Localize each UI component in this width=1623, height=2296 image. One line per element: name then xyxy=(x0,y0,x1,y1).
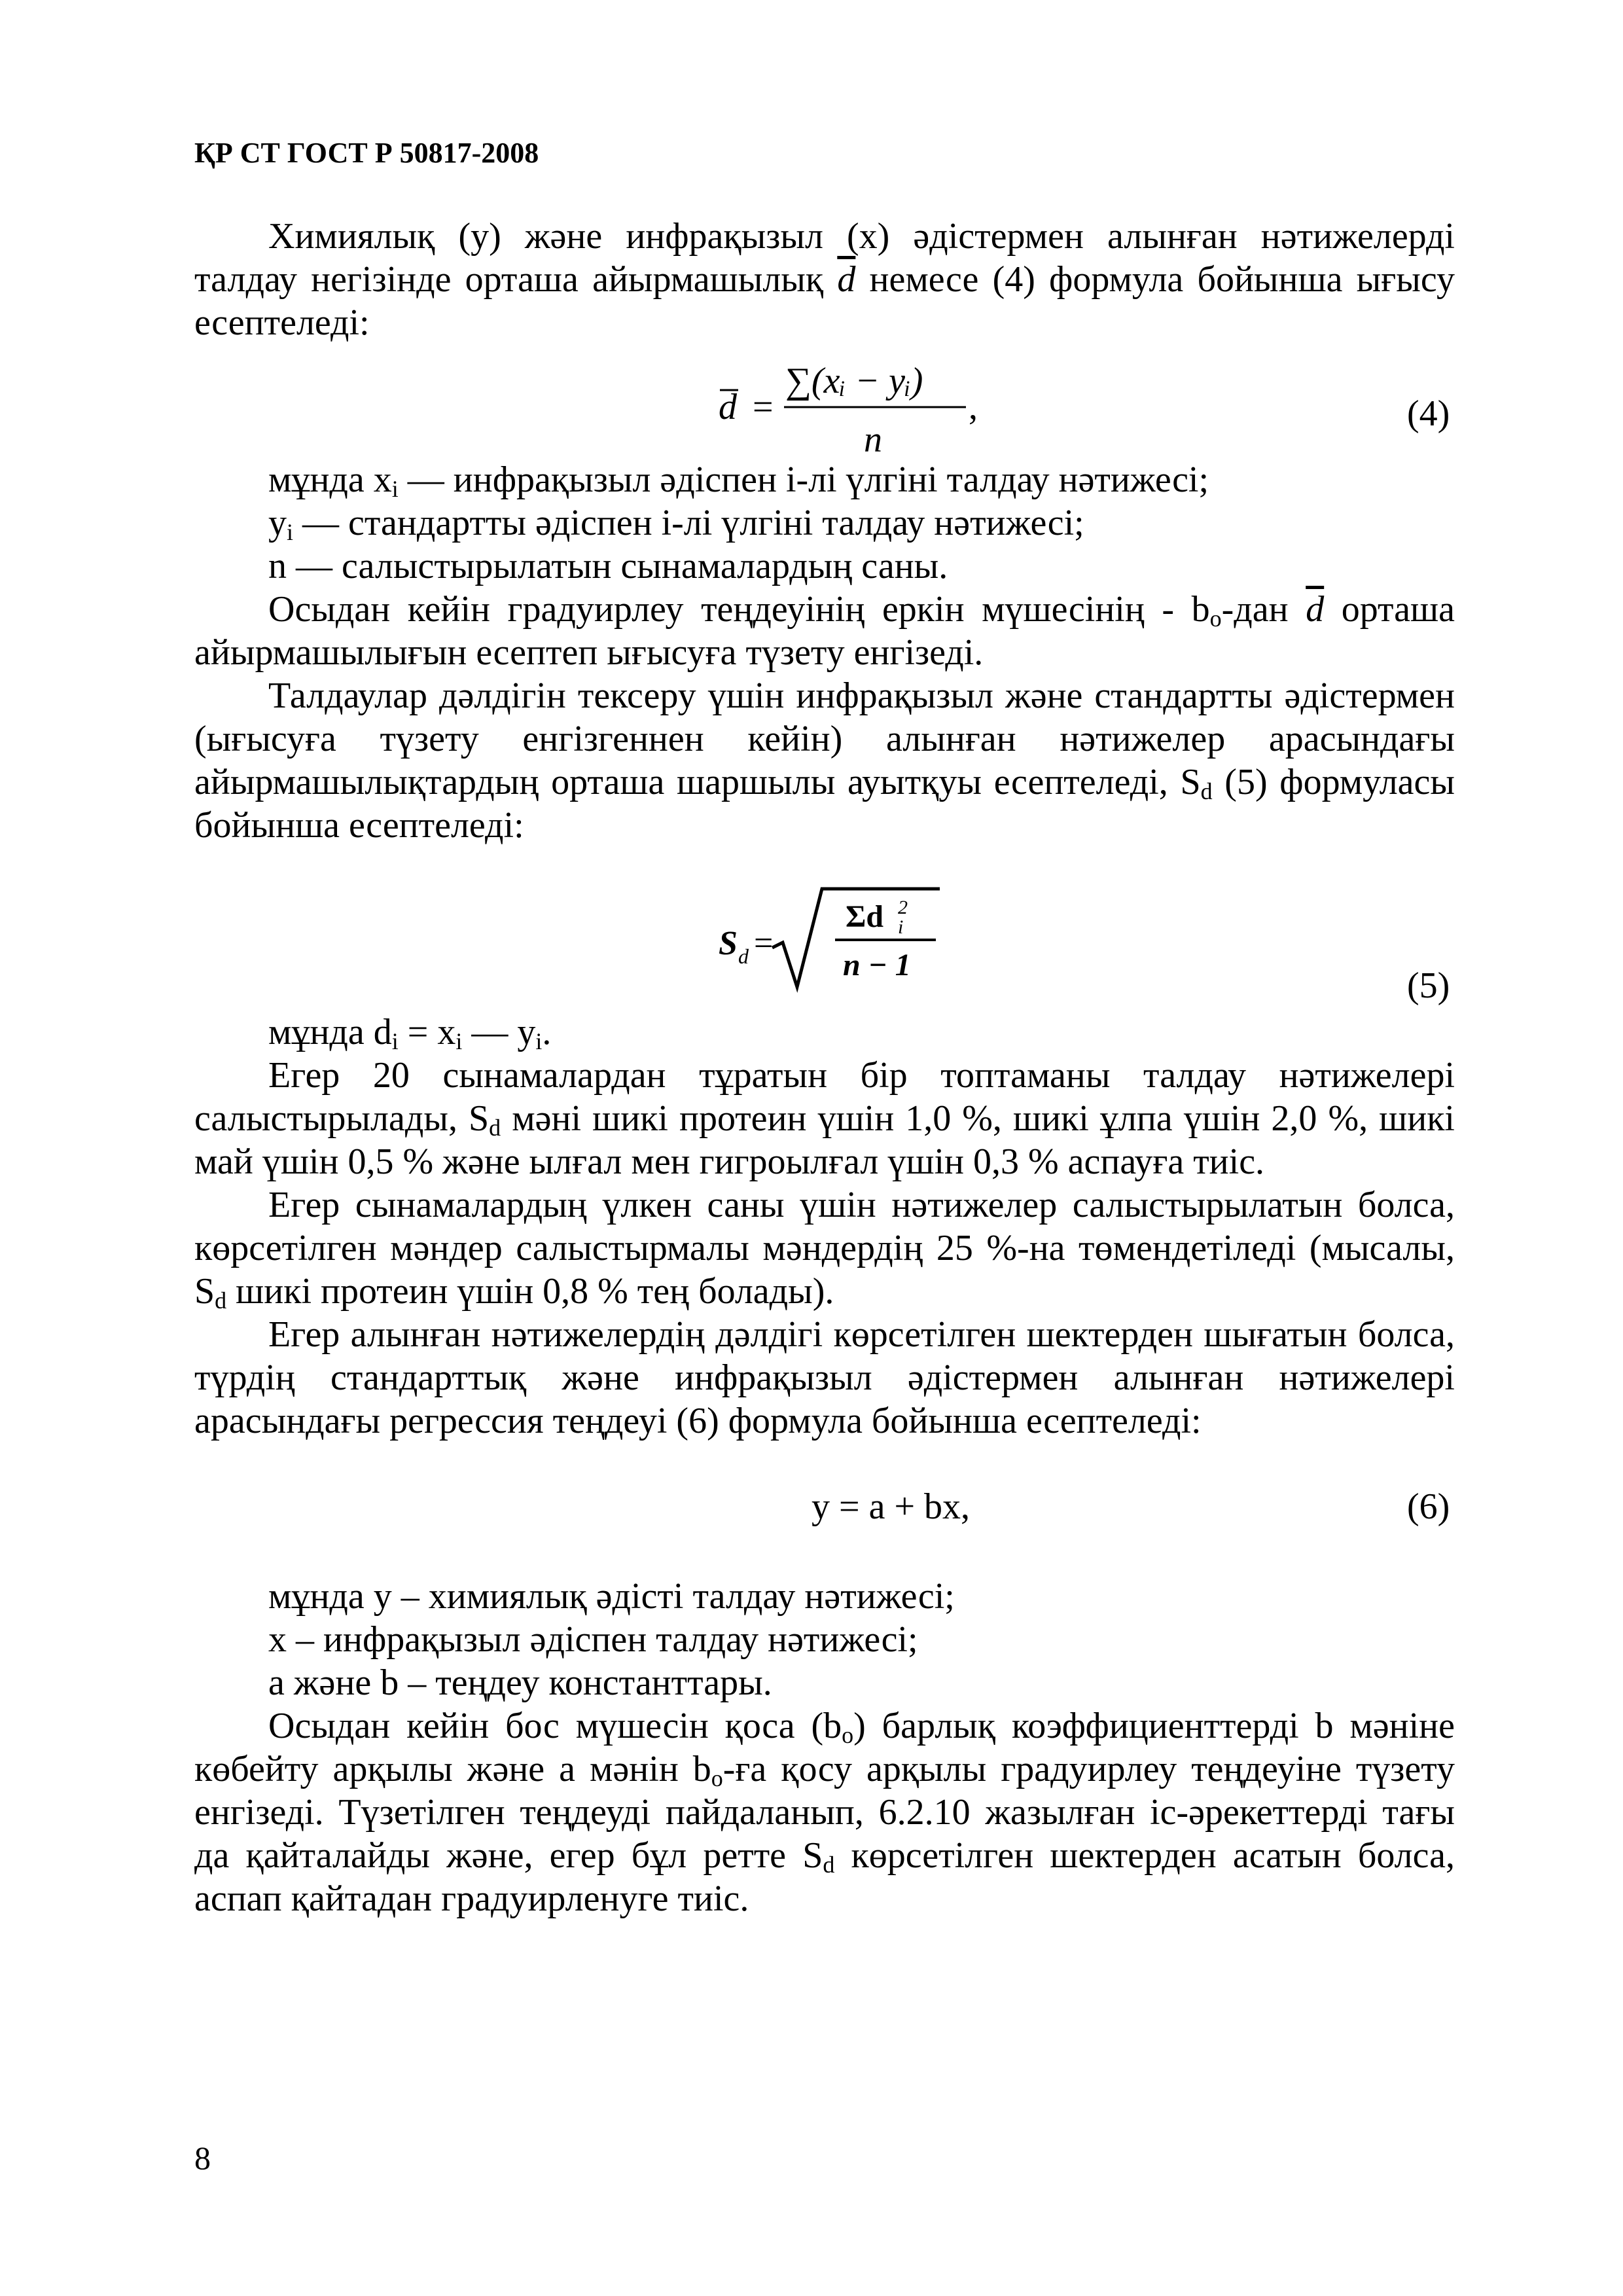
bias-correction-paragraph: Осыдан кейін градуирлеу теңдеуінің еркін мүшесінің - $b_o$-дан $\overline{d}$ орташа айырмашылығын есептеп ығысуға түзету енгізеді. xyxy=(194,589,1455,673)
formula-5-lhs: S xyxy=(719,925,738,962)
equation-number-5: (5) xyxy=(1407,965,1450,1006)
formula-5 xyxy=(707,877,982,1008)
final-text-block xyxy=(194,1575,1455,1920)
regression-paragraph: Егер алынған нәтижелердің дәлдігі көрсетілген шектерден шығатын болса, түрдің стандарттық және инфрақызыл әдістермен алынған нәтижелері арасындағы регрессия теңдеуі (6) формула бойынша есептеледі: xyxy=(194,1314,1455,1441)
accuracy-paragraph: Талдаулар дәлдігін тексеру үшін инфрақызыл және стандартты әдістермен (ығысуға түзету енгізгеннен кейін) алынған нәтижелер арасындағы айырмашылықтардың орташа шаршылы ауытқуы есептеледі, $S_d$ (5) формуласы бойынша есептеледі: xyxy=(194,675,1455,846)
intro-paragraph xyxy=(194,215,1455,344)
definition-x: мұнда $x_i$ — инфрақызыл әдіспен і-лі үлгіні талдау нәтижесі; xyxy=(268,459,1209,502)
definition-d: мұнда $d_i = x_i$ — $y_i$. xyxy=(268,1012,552,1054)
formula-4-denominator: n xyxy=(864,420,882,460)
formula-4 xyxy=(707,347,1047,465)
definition-a-b: a және b – теңдеу константтары. xyxy=(268,1662,772,1703)
definition-x-ir: х – инфрақызыл әдіспен талдау нәтижесі; xyxy=(268,1619,918,1660)
mean-difference-symbol: $\overline{d}$ xyxy=(837,259,856,300)
formula-4-equals: = xyxy=(753,387,774,427)
page-number: 8 xyxy=(194,2140,211,2176)
main-text-block xyxy=(194,1011,1455,1443)
formula-4-numerator: ∑(xᵢ − yᵢ) xyxy=(785,361,923,401)
definition-n: n — салыстырылатын сынамалардың саны. xyxy=(268,546,948,586)
document-header: ҚР СТ ГОСТ Р 50817-2008 xyxy=(194,137,539,169)
formula-4-comma: , xyxy=(969,387,978,427)
formula-5-num-sub: i xyxy=(898,916,904,938)
formula-5-equals: = xyxy=(754,925,774,962)
formula-5-denominator: n − 1 xyxy=(843,948,911,982)
formula-5-num-sup: 2 xyxy=(898,897,908,918)
formula-4-definitions xyxy=(194,458,1455,847)
formula-6: y = a + bx, xyxy=(812,1486,971,1527)
intro-text-1: Химиялық (у) және инфрақызыл (х) әдістермен алынған нәтижелерді талдау негізінде орташа айырмашылық xyxy=(194,216,1455,300)
definition-y: $y_i$ — стандартты әдіспен і-лі үлгіні талдау нәтижесі; xyxy=(268,503,1084,545)
final-paragraph: Осыдан кейін бос мүшесін қоса $(b_o)$ барлық коэффициенттерді b мәніне көбейту арқылы және а мәнін $b_o-ға$ қосу арқылы градуирлеу теңдеуіне түзету енгізеді. Түзетілген теңдеуді пайдаланып, 6.2.10 жазылған іс-әрекеттерді тағы да қайталайды және, егер бұл ретте $S_d$ көрсетілген шектерден асатын болса, аспап қайтадан градуирленуге тиіс. xyxy=(194,1706,1455,1919)
equation-number-4: (4) xyxy=(1407,393,1450,434)
definition-y-chem: мұнда у – химиялық әдісті талдау нәтижесі; xyxy=(268,1576,955,1617)
formula-4-lhs: d xyxy=(719,387,737,427)
equation-number-6: (6) xyxy=(1407,1486,1450,1527)
large-sample-paragraph: Егер сынамалардың үлкен саны үшін нәтижелер салыстырылатын болса, көрсетілген мәндер салыстырмалы мәндердің 25 %-на төмендетіледі (мысалы, $S_d$ шикі протеин үшін 0,8 % тең болады). xyxy=(194,1185,1455,1314)
limits-paragraph: Егер 20 сынамалардан тұратын бір топтаманы талдау нәтижелері салыстырылады, $S_d$ мәні шикі протеин үшін 1,0 %, шикі ұлпа үшін 2,0 %, шикі май үшін 0,5 % және ылғал мен гигроылғал үшін 0,3 % аспауға тиіс. xyxy=(194,1055,1455,1182)
formula-5-lhs-sub: d xyxy=(738,944,749,968)
intro-text-2: немесе (4) формула бойынша ығысу есептеледі: xyxy=(194,259,1455,343)
formula-5-numerator: Σd xyxy=(846,899,884,934)
